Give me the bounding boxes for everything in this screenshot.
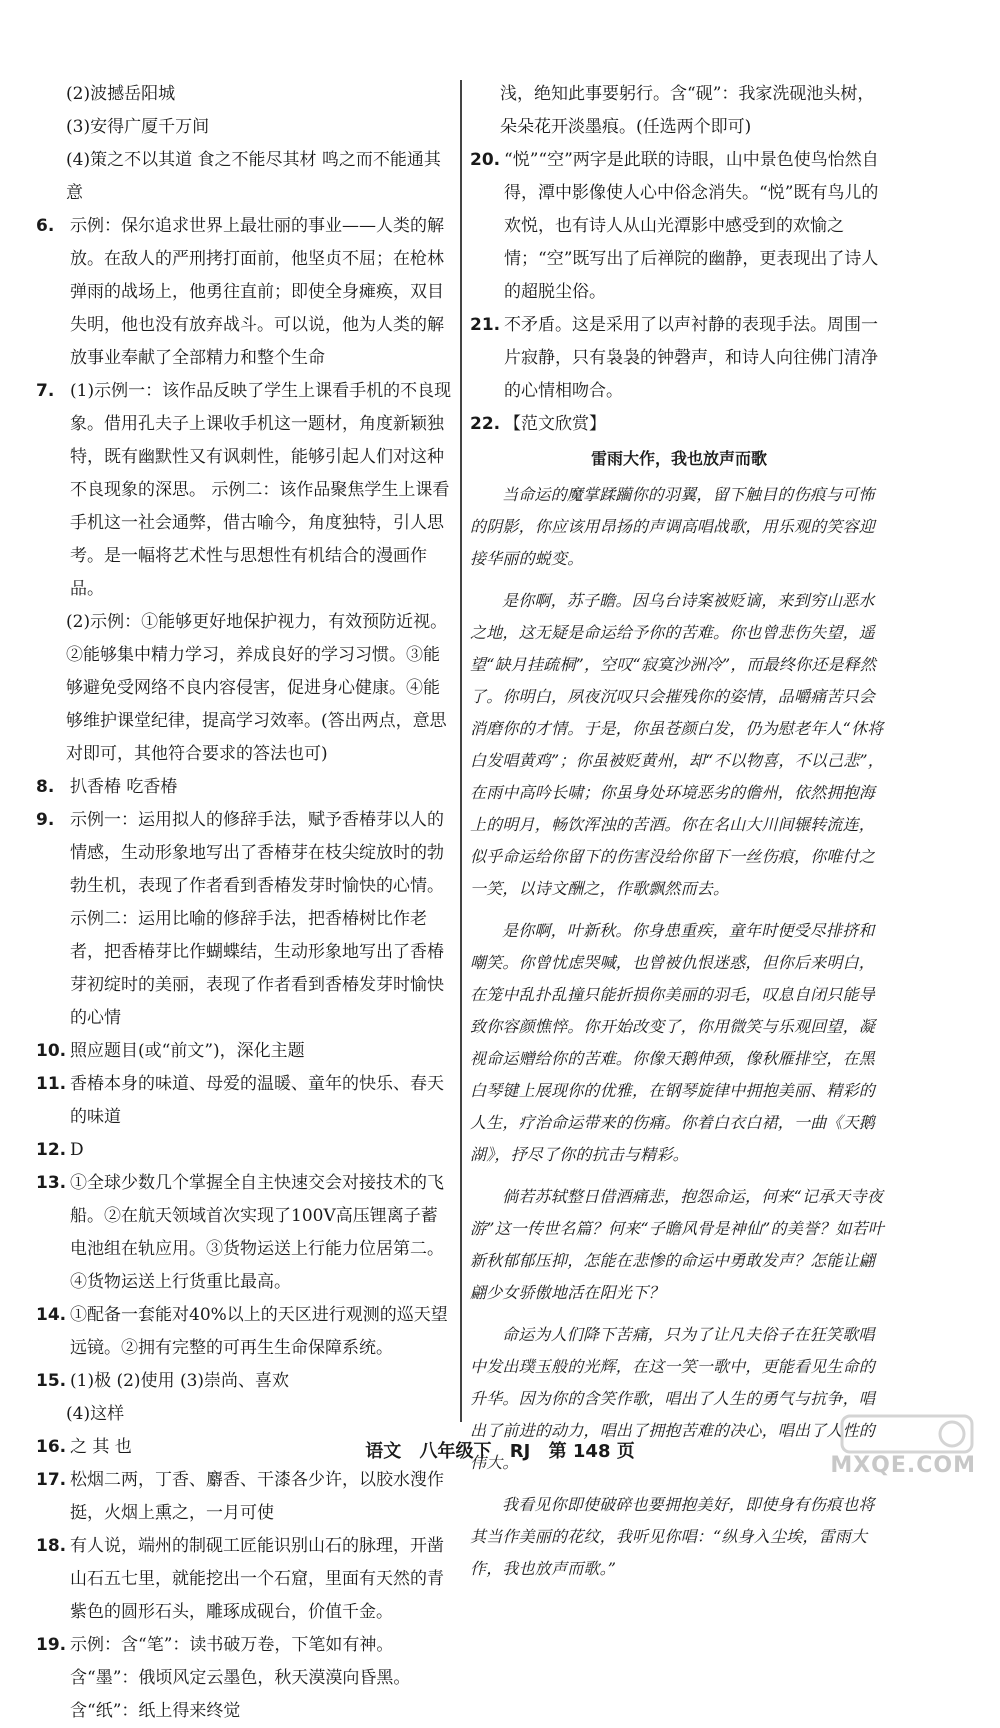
footer-page-number: 第 148 页 xyxy=(548,1441,635,1462)
answer-text: 扒香椿 吃香椿 xyxy=(70,777,178,797)
answer-item xyxy=(36,804,454,1035)
answer-number: 8. xyxy=(36,777,55,797)
answer-text: 之 其 也 xyxy=(70,1437,132,1457)
footer-grade: 八年级下 xyxy=(419,1441,492,1462)
answer-number: 17. xyxy=(36,1470,67,1490)
answer-item xyxy=(36,1167,454,1299)
essay-paragraph: 当命运的魔掌蹂躏你的羽翼，留下触目的伤痕与可怖的阴影，你应该用昂扬的声调高唱战歌，用乐观的笑容迎接华丽的蜕变。 xyxy=(470,485,876,568)
answer-text: D xyxy=(70,1140,84,1160)
answer-text: 示例一：运用拟人的修辞手法，赋予香椿芽以人的情感，生动形象地写出了香椿芽在枝尖绽放时的勃勃生机，表现了作者看到香椿发芽时愉快的心情。 示例二：运用比喻的修辞手法，把香椿树比作老者，把香椿芽比作蝴蝶结，生动形象地写出了香椿芽初绽时的美丽，表现了作者看到香椿发芽时愉快的心情 xyxy=(70,810,444,1028)
answer-item xyxy=(36,1530,454,1629)
answer-number: 11. xyxy=(36,1074,67,1094)
answer-item xyxy=(470,408,888,441)
answer-number: 13. xyxy=(36,1173,67,1193)
answer-text: 【范文欣赏】 xyxy=(504,414,606,434)
answer-number: 16. xyxy=(36,1437,67,1457)
answer-text: 示例：保尔追求世界上最壮丽的事业——人类的解放。在敌人的严刑拷打面前，他坚贞不屈；在枪林弹雨的战场上，他勇往直前；即使全身瘫痪，双目失明，他也没有放弃战斗。可以说，他为人类的解放事业奉献了全部精力和整个生命 xyxy=(70,216,444,368)
essay-paragraph: 倘若苏轼整日借酒痛悲，抱怨命运，何来“记承天寺夜游”这一传世名篇？何来“子瞻风骨是神仙”的美誉？如若叶新秋郁郁压抑，怎能在悲惨的命运中勇敢发声？怎能让翩翩少女骄傲地活在阳光下？ xyxy=(470,1187,884,1302)
answer-item xyxy=(36,1365,454,1398)
left-column xyxy=(36,78,454,1728)
answer-number: 14. xyxy=(36,1305,67,1325)
answer-item xyxy=(36,210,454,375)
answer-text: 浅，绝知此事要躬行。含“砚”：我家洗砚池头树，朵朵花开淡墨痕。(任选两个即可) xyxy=(500,84,875,137)
answer-item xyxy=(36,1134,454,1167)
answer-number: 21. xyxy=(470,315,501,335)
answer-text: ①配备一套能对40%以上的天区进行观测的巡天望远镜。②拥有完整的可再生生命保障系统。 xyxy=(70,1305,448,1358)
column-divider xyxy=(460,80,462,1422)
answer-number: 12. xyxy=(36,1140,67,1160)
answer-item xyxy=(36,1398,454,1431)
answer-item xyxy=(36,1068,454,1134)
answer-item xyxy=(470,144,888,309)
answer-number: 18. xyxy=(36,1536,67,1556)
answer-text: 香椿本身的味道、母爱的温暖、童年的快乐、春天的味道 xyxy=(70,1074,444,1127)
watermark-logo xyxy=(802,1412,982,1482)
answer-item xyxy=(36,144,454,210)
watermark-url: MXQE.COM xyxy=(830,1453,976,1478)
answer-number: 7. xyxy=(36,381,55,401)
answer-text: (1)极 (2)使用 (3)崇尚、喜欢 xyxy=(70,1371,290,1391)
right-answer-list xyxy=(470,78,888,441)
answer-text: 照应题目(或“前文”)，深化主题 xyxy=(70,1041,305,1061)
essay-title: 雷雨大作，我也放声而歌 xyxy=(590,449,767,468)
essay-paragraph: 命运为人们降下苦痛，只为了让凡夫俗子在狂笑歌唱中发出璞玉般的光辉，在这一笑一歌中，更能看见生命的升华。因为你的含笑作歌，唱出了人生的勇气与抗争，唱出了前进的动力，唱出了拥抱苦难的决心，唱出了人性的伟大。 xyxy=(470,1325,876,1472)
answer-text: (4)策之不以其道 食之不能尽其材 鸣之而不能通其意 xyxy=(66,150,441,203)
essay-paragraph: 是你啊，苏子瞻。因乌台诗案被贬谪，来到穷山恶水之地，这无疑是命运给予你的苦难。你也曾悲伤失望，遥望“缺月挂疏桐”，空叹“寂寞沙洲冷”，而最终你还是释然了。你明白，夙夜沉叹只会摧残你的姿情，品嚼痛苦只会消磨你的才情。于是，你虽苍颜白发，仍为慰老年人“休将白发唱黄鸡”；你虽被贬黄州，却“不以物喜，不以己悲”，在雨中高吟长啸；你虽身处环境恶劣的儋州，依然拥抱海上的明月，畅饮浑浊的苦酒。你在名山大川间辗转流连，似乎命运给你留下的伤害没给你留下一丝伤痕，你唯付之一笑，以诗文酬之，作歌飘然而去。 xyxy=(470,591,884,898)
answer-text: 有人说，端州的制砚工匠能识别山石的脉理，开凿山石五七里，就能挖出一个石窟，里面有天然的青紫色的圆形石头，雕琢成砚台，价值千金。 xyxy=(70,1536,444,1622)
answer-number: 10. xyxy=(36,1041,67,1061)
footer-edition: RJ xyxy=(509,1441,531,1462)
answer-text: (2)示例：①能够更好地保护视力，有效预防近视。②能够集中精力学习，养成良好的学习习惯。③能够避免受网络不良内容侵害，促进身心健康。④能够维护课堂纪律，提高学习效率。(答出两点，意思对即可，其他符合要求的答法也可) xyxy=(66,612,448,764)
answer-text: 示例：含“笔”：读书破万卷，下笔如有神。含“墨”：俄顷风定云墨色，秋天漠漠向昏黑。含“纸”：纸上得来终觉 xyxy=(70,1635,411,1721)
right-column xyxy=(470,78,888,1595)
answer-item xyxy=(36,771,454,804)
answer-item xyxy=(470,78,888,144)
answer-item xyxy=(36,1299,454,1365)
answer-text: “悦”“空”两字是此联的诗眼，山中景色使鸟怡然自得，潭中影像使人心中俗念消失。“悦”既有鸟儿的欢悦，也有诗人从山光潭影中感受到的欢愉之情；“空”既写出了后禅院的幽静，更表现出了诗人的超脱尘俗。 xyxy=(504,150,879,302)
answer-item xyxy=(36,1035,454,1068)
answer-text: (4)这样 xyxy=(66,1404,125,1424)
answer-text: 不矛盾。这是采用了以声衬静的表现手法。周围一片寂静，只有袅袅的钟磬声，和诗人向往佛门清净的心情相吻合。 xyxy=(504,315,878,401)
essay-paragraph: 我看见你即使破碎也要拥抱美好，即使身有伤痕也将其当作美丽的花纹，我听见你唱：“纵身入尘埃，雷雨大作，我也放声而歌。” xyxy=(470,1495,875,1578)
answer-number: 9. xyxy=(36,810,55,830)
answer-item xyxy=(36,375,454,606)
answer-number: 20. xyxy=(470,150,501,170)
answer-item xyxy=(36,78,454,111)
answer-number: 19. xyxy=(36,1635,67,1655)
essay-paragraph: 是你啊，叶新秋。你身患重疾，童年时便受尽排挤和嘲笑。你曾忧虑哭喊，也曾被仇恨迷惑，但你后来明白，在笼中乱扑乱撞只能折损你美丽的羽毛，叹息自闭只能导致你容颜憔悴。你开始改变了，你用微笑与乐观回望，凝视命运赠给你的苦难。你像天鹅伸颈，像秋雁排空，在黑白琴键上展现你的优雅，在钢琴旋律中拥抱美丽、精彩的人生，疗治命运带来的伤痛。你着白衣白裙，一曲《天鹅湖》，抒尽了你的抗击与精彩。 xyxy=(470,921,876,1164)
answer-item xyxy=(36,1464,454,1530)
answer-item xyxy=(36,111,454,144)
answer-number: 22. xyxy=(470,414,501,434)
answer-number: 15. xyxy=(36,1371,67,1391)
answer-text: (1)示例一：该作品反映了学生上课看手机的不良现象。借用孔夫子上课收手机这一题材，角度新颖独特，既有幽默性又有讽刺性，能够引起人们对这种不良现象的深思。 示例二：该作品聚焦学生上课看手机这一社会通弊，借古喻今，角度独特，引人思考。是一幅将艺术性与思想性有机结合的漫画作品。 xyxy=(70,381,452,599)
answer-item xyxy=(470,309,888,408)
answer-text: ①全球少数几个掌握全自主快速交会对接技术的飞船。②在航天领域首次实现了100V高压锂离子蓄电池组在轨应用。③货物运送上行能力位居第二。④货物运送上行货重比最高。 xyxy=(70,1173,444,1292)
answer-text: (3)安得广厦千万间 xyxy=(66,117,210,137)
answer-text: (2)波撼岳阳城 xyxy=(66,84,176,104)
answer-item xyxy=(36,606,454,771)
answer-item xyxy=(36,1629,454,1728)
answer-number: 6. xyxy=(36,216,55,236)
footer-subject: 语文 xyxy=(365,1441,402,1462)
answer-text: 松烟二两，丁香、麝香、干漆各少许，以胶水溲作挺，火烟上熏之，一月可使 xyxy=(70,1470,444,1523)
